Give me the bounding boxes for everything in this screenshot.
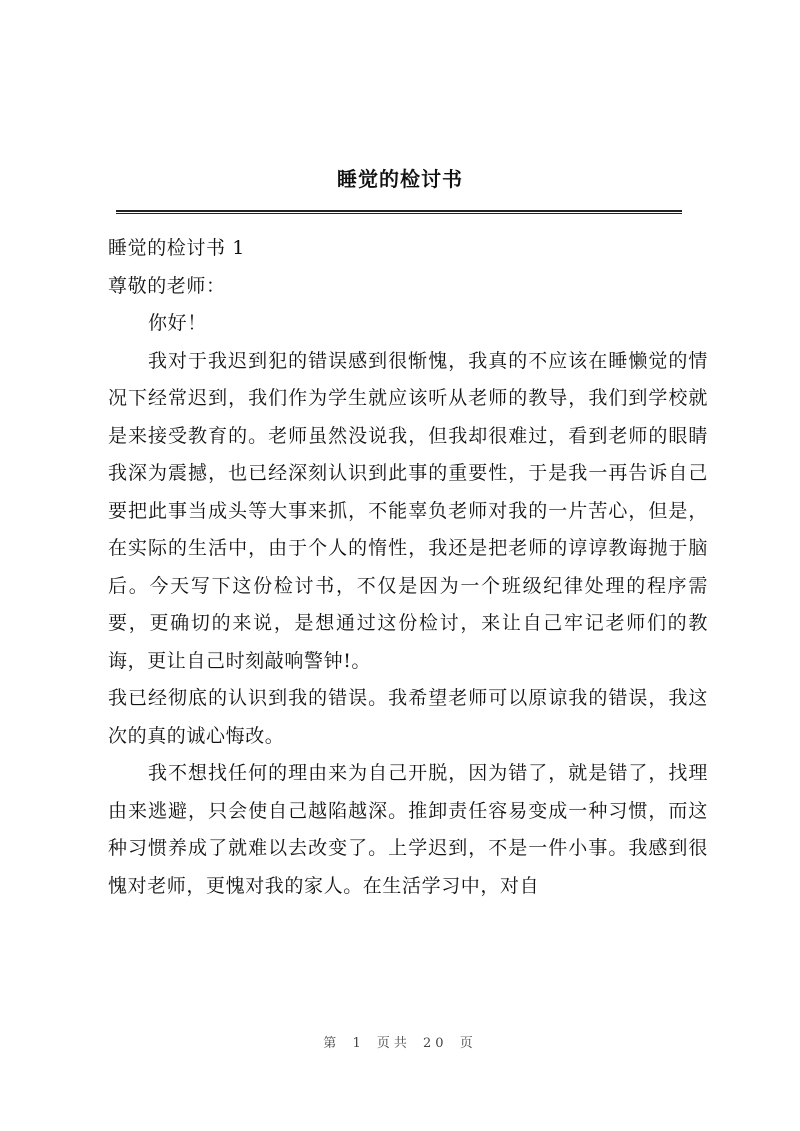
document-title: 睡觉的检讨书 (337, 167, 463, 191)
page-footer (0, 1032, 800, 1051)
paragraph-3: 我不想找任何的理由来为自己开脱，因为错了，就是错了，找理由来逃避，只会使自己越陷越深。推卸责任容易变成一种习惯，而这种习惯养成了就难以去改变了。上学迟到，不是一件小事。我感到很愧对老师，更愧对我的家人。在生活学习中，对自 (108, 762, 708, 897)
page-prefix: 第 (323, 1036, 341, 1051)
paragraph-1: 我对于我迟到犯的错误感到很惭愧，我真的不应该在睡懒觉的情况下经常迟到，我们作为学生就应该听从老师的教导，我们到学校就是来接受教育的。老师虽然没说我，但我却很难过，看到老师的眼睛我深为震撼，也已经深刻认识到此事的重要性，于是我一再告诉自己要把此事当成头等大事来抓，不能辜负老师对我的一片苦心，但是，在实际的生活中，由于个人的惰性，我还是把老师的谆谆教诲抛于脑后。今天写下这份检讨书，不仅是因为一个班级纪律处理的程序需要，更确切的来说，是想通过这份检讨，来让自己牢记老师们的教诲，更让自己时刻敲响警钟!。 (108, 349, 708, 672)
page-suffix: 页 (459, 1036, 477, 1051)
document-body (108, 230, 708, 905)
page-current: 1 (352, 1036, 365, 1051)
salutation: 尊敬的老师： (108, 274, 226, 297)
paragraph-2: 我已经彻底的认识到我的错误。我希望老师可以原谅我的错误，我这次的真的诚心悔改。 (108, 687, 708, 747)
greeting: 你好！ (148, 312, 207, 334)
section-heading: 睡觉的检讨书 1 (108, 237, 245, 259)
page-total: 20 (423, 1036, 448, 1051)
page-mid: 页共 (376, 1036, 411, 1051)
title-underline (116, 210, 682, 214)
